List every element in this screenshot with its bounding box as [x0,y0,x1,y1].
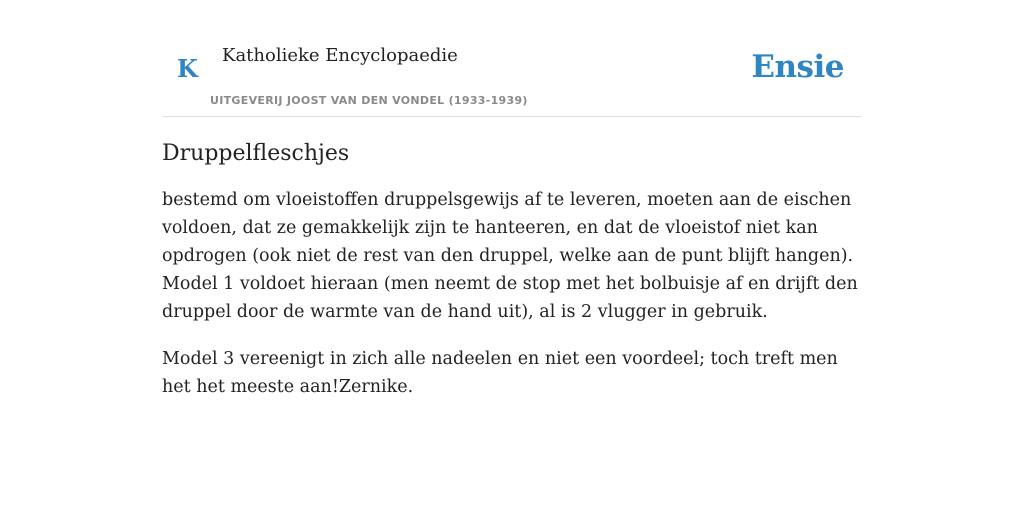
article-title: Druppelfleschjes [162,141,350,166]
site-logo[interactable]: K [177,54,198,83]
site-title-link[interactable]: Katholieke Encyclopaedie [222,45,458,66]
ensie-brand-link[interactable]: Ensie [751,49,844,85]
site-header [162,40,862,117]
publisher-subtitle: UITGEVERIJ JOOST VAN DEN VONDEL (1933-1939) [210,94,528,107]
article-paragraph: bestemd om vloeistoffen druppelsgewijs af te leveren, moeten aan de eischen voldoen, dat ze gemakkelijk zijn te hanteeren, en dat de vloeistof niet kan opdrogen (ook niet de rest van den druppel, welke aan de punt blijft hangen). Model 1 voldoet hieraan (men neemt de stop met het bolbuisje af en drijft den druppel door de warmte van de hand uit), al is 2 vlugger in gebruik. [162,190,858,322]
article-paragraph: Model 3 vereenigt in zich alle nadeelen en niet een voordeel; toch treft men het het meeste aan!Zernike. [162,349,838,397]
article [162,138,862,420]
